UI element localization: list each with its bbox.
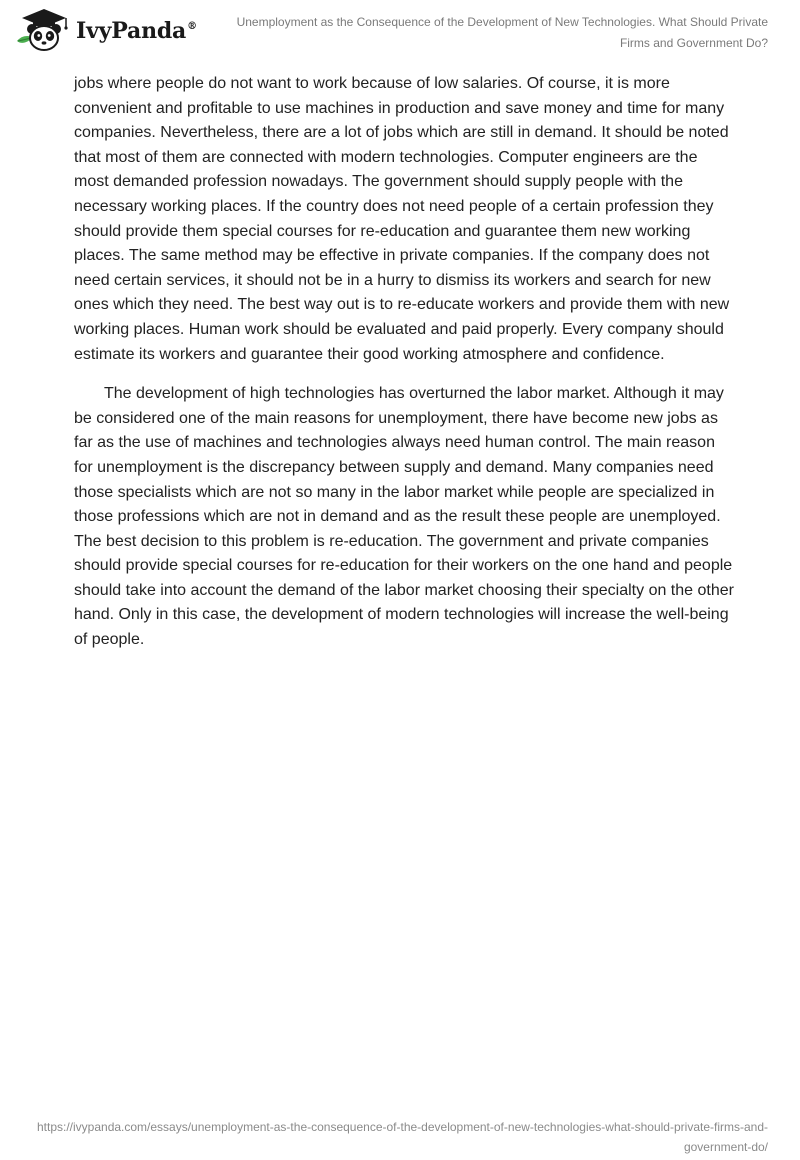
panda-graduation-cap-icon — [14, 7, 74, 53]
paragraph-continued: jobs where people do not want to work because of low salaries. Of course, it is more convenient and profitable to use machines in production and save money and time for many companies. Nevertheless, there are a lot of jobs which are still in demand. It should be noted that most of them are connected with modern technologies. Computer engineers are the most demanded profession nowadays. The government should supply people with the necessary working places. If the country does not need people of a certain profession they should provide them special courses for re-education and guarantee them new working places. The same method may be effective in private companies. If the company does not need certain services, it should not be in a hurry to dismiss its workers and search for new ones which they need. The best way out is to re-educate workers and provide them with new working places. Human work should be evaluated and paid properly. Every company should estimate its workers and guarantee their good working atmosphere and confidence. — [74, 75, 730, 363]
source-url[interactable]: https://ivypanda.com/essays/unemployment-as-the-consequence-of-the-development-of-new-technologies-what-should-private-firms-and-government-do/ — [36, 1120, 768, 1154]
registered-mark: ® — [187, 21, 197, 32]
essay-body — [74, 72, 734, 653]
document-title: Unemployment as the Consequence of the Development of New Technologies. What Should Private Firms and Government Do? — [236, 15, 768, 50]
paragraph-conclusion: The development of high technologies has overturned the labor market. Although it may be considered one of the main reasons for unemployment, there have become new jobs as far as the use of machines and technologies always need human control. The main reason for unemployment is the discrepancy between supply and demand. Many companies need those specialists which are not so many in the labor market while people are specialized in those professions which are not in demand and as the result these people are unemployed. The best decision to this problem is re-education. The government and private companies should provide special courses for re-education for their workers on the one hand and people should take into account the demand of the labor market choosing their specialty on the other hand. Only in this case, the development of modern technologies will increase the well-being of people. — [74, 385, 734, 649]
ivypanda-logo[interactable] — [14, 8, 197, 52]
page-header — [0, 0, 800, 70]
brand-name: IvyPanda® — [76, 18, 197, 44]
